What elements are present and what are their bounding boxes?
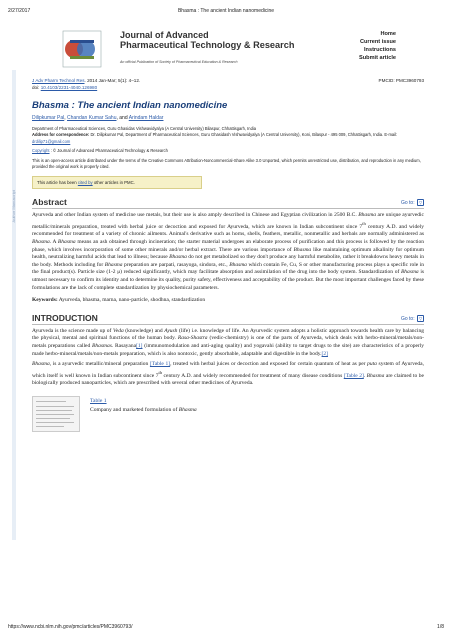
introduction-heading: INTRODUCTION bbox=[32, 312, 98, 323]
doi-label: doi: bbox=[32, 85, 40, 90]
journal-title bbox=[120, 30, 294, 50]
introduction-goto[interactable] bbox=[401, 315, 424, 322]
table-thumbnail[interactable] bbox=[32, 396, 80, 432]
journal-link[interactable]: J Adv Pharm Technol Res bbox=[32, 78, 85, 83]
side-strip bbox=[10, 70, 18, 540]
abstract-goto[interactable] bbox=[401, 199, 424, 206]
author-link[interactable]: Dilipkumar Pal bbox=[32, 115, 65, 121]
journal-title-line1: Journal of Advanced bbox=[120, 30, 209, 40]
nav-instructions[interactable]: Instructions bbox=[363, 47, 396, 53]
nav-home[interactable]: Home bbox=[380, 31, 396, 37]
chevron-down-icon[interactable]: ▽ bbox=[418, 200, 423, 206]
journal-masthead bbox=[62, 28, 402, 72]
abstract-heading-row bbox=[32, 197, 424, 209]
chevron-down-icon[interactable]: ▽ bbox=[418, 315, 423, 321]
abstract-paragraph: Ayurveda and other Indian system of medicine use metals, but their use is also amply described in Chinese and Egyptian civilization in 2500 B.C. Bhasma are unique ayurvedic metallic/minerals preparation, treated with herbal juice or decoction and exposed for Ayurveda, which are known in Indian subcontinent since 7th century A.D. and widely recommended for treatment of a variety of chronic ailments. Animal's derivative such as horns, shells, feathers, metallic, nonmetallic and herbals are normally administered as Bhasma. A Bhasma means an ash obtained through incineration; the starter material undergoes an elaborate process of purification and this process is followed by the reaction phase, which involves incorporation of some other minerals and/or herbal extract. There are various importance of Bhasma like maintaining optimum alkalinity for optimum health, neutralizing harmful acids that lead to illness; because Bhasma do not get metabolized so they don't produce any harmful metabolite, rather it breakdowns heavy metals in the body. Methods including for Bhasma preparation are parpati, rasayoga, sindora, etc., Bhasma which contain Fe, Cu, S or other manufacturing process plays a specific role in the final product(s). Particle size (1-2 μ) reduced significantly, which may facilitate absorption and assimilation of the drug into the body system. Standardization of Bhasma is utmost necessary to confirm its identity and to determine its quality, purity safety, effectiveness and acceptability of the product. But the most important challenges faced by these formulations are the lack of complete standardization by physiochemical parameters. bbox=[32, 212, 424, 291]
copyright-text: : © Journal of Advanced Pharmaceutical Technology & Research bbox=[49, 148, 168, 154]
side-strip-bar bbox=[12, 70, 16, 540]
copyright bbox=[32, 148, 424, 154]
pmcid: PMCID: PMC3960793 bbox=[378, 78, 424, 83]
author-link[interactable]: Arindam Haldar bbox=[128, 115, 164, 121]
affiliation: Department of Pharmaceutical Sciences, Guru Ghasidas Vishwavidyalya (A Central University) Bilaspur, Chhattisgarh, India bbox=[32, 126, 257, 131]
print-page: 1/8 bbox=[437, 624, 444, 630]
journal-logo[interactable] bbox=[62, 30, 102, 68]
print-footer bbox=[8, 624, 444, 634]
citation-line bbox=[32, 77, 424, 91]
author-separator: , and bbox=[116, 115, 129, 121]
correspondence-label: Address for correspondence: bbox=[32, 132, 90, 138]
goto-label[interactable]: Go to: bbox=[400, 200, 415, 207]
keywords bbox=[32, 297, 424, 305]
table-1-preview bbox=[32, 396, 424, 432]
doi-link[interactable]: 10.4103/2231-4040.126980 bbox=[40, 85, 98, 90]
nav-submit-article[interactable]: Submit article bbox=[359, 55, 396, 61]
keywords-text: Ayurveda, bhasma, marna, nano-particle, shodhna, standardization bbox=[57, 297, 206, 304]
journal-nav bbox=[359, 30, 396, 62]
print-url: https://www.ncbi.nlm.nih.gov/pmc/articles/PMC3960793/ bbox=[8, 624, 133, 630]
author-list bbox=[32, 115, 424, 121]
nav-current-issue[interactable]: Current issue bbox=[359, 39, 396, 45]
article-title bbox=[32, 100, 424, 111]
email-link[interactable]: drdilip71@gmail.com bbox=[32, 138, 71, 144]
reference-link[interactable]: [1] bbox=[136, 342, 143, 349]
table-1-title-link[interactable]: Table 1 bbox=[90, 397, 107, 404]
notice-text: This article has been bbox=[37, 180, 78, 186]
introduction-paragraph: Ayurveda is the science made up of Veda (knowledge) and Ayush (life) i.e. knowledge of life. An Ayurvedic system adopts a holistic approach towards health care by balancing the physical, mental and spiritual functions of the human body. Rasa-Shastra (vedic-chemistry) is one of the parts of Ayurveda, which deals with herbo-mineral/metals/non-metals preparations called Bhasmas. Rasayana[1] (immunomodulation and anti-aging quality) and yogavahi (ability to target drugs to the site) are characteristics of a properly made herbo-mineral/metals/non-metals preparation, which is also nontoxic, gently absorbable, adaptable and digestible in the body.[2] bbox=[32, 327, 425, 357]
copyright-link[interactable]: Copyright bbox=[32, 148, 50, 154]
article-content bbox=[32, 77, 424, 432]
keywords-label: Keywords: bbox=[32, 297, 58, 304]
table-1-caption: Company and marketed formulation of Bhasma bbox=[90, 406, 197, 413]
author-link[interactable]: Chandan Kumar Sahu bbox=[67, 115, 117, 121]
table-2-link[interactable]: [Table 2] bbox=[343, 372, 364, 379]
goto-label[interactable]: Go to: bbox=[400, 315, 415, 322]
side-strip-label: Author Manuscript bbox=[11, 190, 16, 223]
introduction-heading-row bbox=[32, 313, 424, 325]
citation-details: . 2014 Jan-Mar; 5(1): 4–12. bbox=[84, 78, 141, 83]
notice-text: other articles in PMC. bbox=[92, 180, 135, 186]
correspondence-text: Dr. Dilipkumar Pal, Department of Pharmaceutical Sciences, Guru Ghasidash Vishwavidyalya (A Central University), Koni, Bilaspur - 495 009, Chhattisgarh, India. E-mail: bbox=[89, 132, 398, 138]
cited-by-notice bbox=[32, 176, 202, 189]
reference-link[interactable]: [2] bbox=[321, 350, 328, 357]
license: This is an open-access article distributed under the terms of the Creative Commons Attribution-Noncommercial-Share Alike 3.0 Unported, which permits unrestricted use, distribution, and reproduction in any medium, provided the original work is properly cited. bbox=[32, 157, 421, 170]
print-date: 2/27/2017 bbox=[8, 8, 31, 14]
article-title-text: Bhasma : The ancient Indian nanomedicine bbox=[32, 100, 228, 111]
print-title: Bhasma : The ancient Indian nanomedicine bbox=[177, 8, 275, 14]
introduction-paragraph: Bhasma, is a ayurvedic metallic/mineral preparation [Table 1], treated with herbal juices or decoction and exposed for certain quantum of heat as per puta system of Ayurveda, which itself is well known in Indian subcontinent since 7th century A.D. and widely recommended for treatment of many disease conditions [Table 2]. Bhasma are claimed to be biologically produced nanoparticles, which are prescribed with several other medicines of Ayurveda. bbox=[32, 361, 424, 387]
journal-title-line2: Pharmaceutical Technology & Research bbox=[120, 40, 295, 50]
abstract-heading: Abstract bbox=[32, 197, 67, 208]
author-separator: , bbox=[64, 115, 68, 121]
journal-subtitle: An official Publication of Society of Pharmaceutical Education & Research bbox=[120, 60, 238, 64]
correspondence bbox=[32, 132, 424, 145]
cited-by-link[interactable]: cited by bbox=[77, 180, 93, 186]
table-1-link[interactable]: [Table 1] bbox=[149, 361, 171, 368]
print-header bbox=[8, 8, 444, 18]
